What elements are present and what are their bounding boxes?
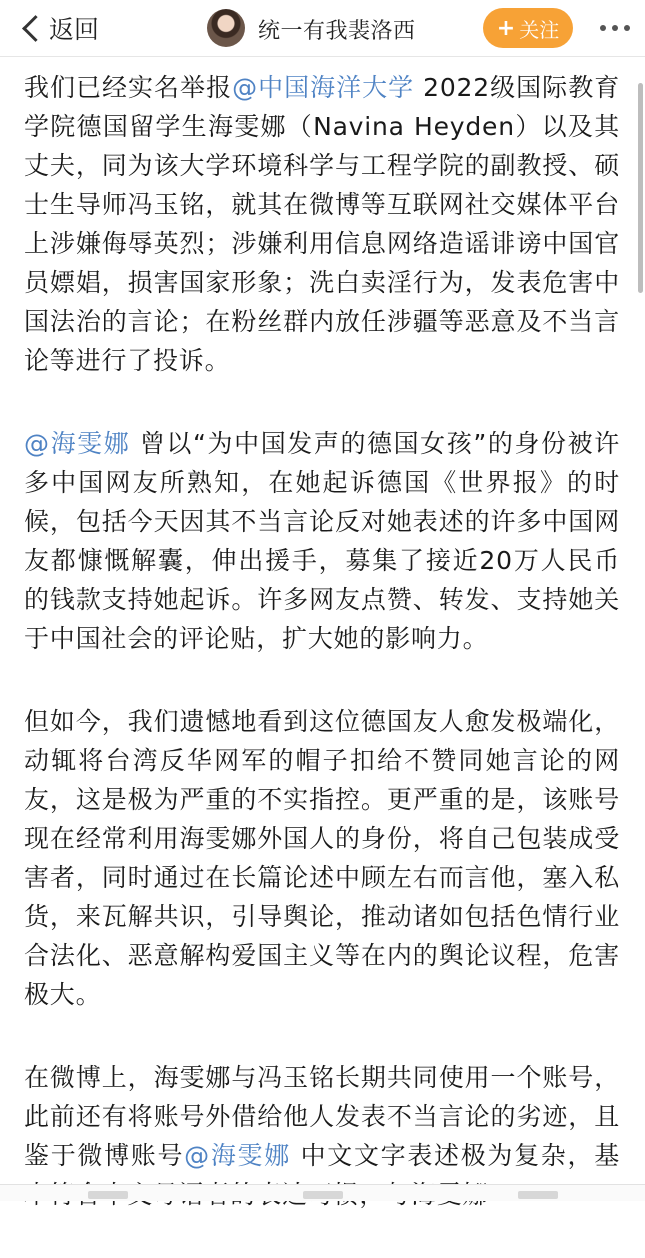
repost-button[interactable] xyxy=(88,1191,128,1199)
paragraph-text: 但如今，我们遗憾地看到这位德国友人愈发极端化，动辄将台湾反华网军的帽子扣给不赞同她言论的网友，这是极为严重的不实指控。更严重的是，该账号现在经常利用海雯娜外国人的身份，将自己包装成受害者，同时通过在长篇论述中顾左右而言他，塞入私货，来瓦解共识，引导舆论，推动诸如包括色情行业合法化、恶意解构爱国主义等在内的舆论议程，危害极大。 xyxy=(24,707,620,1009)
paragraph-text: 2022级国际教育学院德国留学生海雯娜（Navina Heyden）以及其丈夫，同为该大学环境科学与工程学院的副教授、硕士生导师冯玉铭，就其在微博等互联网社交媒体平台上涉嫌侮辱英烈；涉嫌利用信息网络造谣诽谤中国官员嫖娼，损害国家形象；洗白卖淫行为，发表危害中国法治的言论；在粉丝群内放任涉疆等恶意及不当言论等进行了投诉。 xyxy=(24,73,621,375)
more-dots-icon[interactable] xyxy=(600,16,630,40)
back-label: 返回 xyxy=(49,15,100,44)
scrollbar[interactable] xyxy=(638,83,643,293)
like-button[interactable] xyxy=(518,1191,558,1199)
paragraph-text: 曾以“为中国发声的德国女孩”的身份被许多中国网友所熟知，在她起诉德国《世界报》的时候，包括今天因其不当言论反对她表述的许多中国网友都慷慨解囊，伸出援手，募集了接近20万人民币的钱款支持她起诉。许多网友点赞、转发、支持她关于中国社会的评论贴，扩大她的影响力。 xyxy=(24,429,620,653)
back-button[interactable] xyxy=(20,8,99,48)
comment-button[interactable] xyxy=(303,1191,343,1199)
follow-button[interactable] xyxy=(483,8,573,48)
top-navigation-bar xyxy=(0,0,645,57)
paragraph-text: 我们已经实名举报 xyxy=(24,73,233,102)
mention-link-haiwenna[interactable]: @海雯娜 xyxy=(24,429,131,458)
post-paragraph-3 xyxy=(24,702,620,1014)
paragraph-text: 中文文字表述极为复杂，基 xyxy=(300,1141,620,1170)
page-title: 统一有我裴洛西 xyxy=(258,19,416,44)
follow-label: 关注 xyxy=(519,17,560,42)
post-paragraph-2 xyxy=(24,424,620,658)
chevron-left-icon xyxy=(22,15,49,42)
bottom-action-bar xyxy=(0,1184,645,1201)
plus-icon: + xyxy=(496,15,516,41)
mention-link-haiwenna[interactable]: @海雯娜 xyxy=(184,1141,291,1170)
paragraph-text: 在微博上，海雯娜与冯玉铭长期共同使用一个账号，此前还有将账号外借给他人发表不当言论的劣迹，且鉴于微博账号 xyxy=(24,1063,620,1170)
mention-link-ocean-university[interactable]: @中国海洋大学 xyxy=(232,73,415,102)
post-paragraph-1 xyxy=(24,68,620,380)
post-content xyxy=(24,68,620,1258)
avatar[interactable] xyxy=(207,9,245,47)
